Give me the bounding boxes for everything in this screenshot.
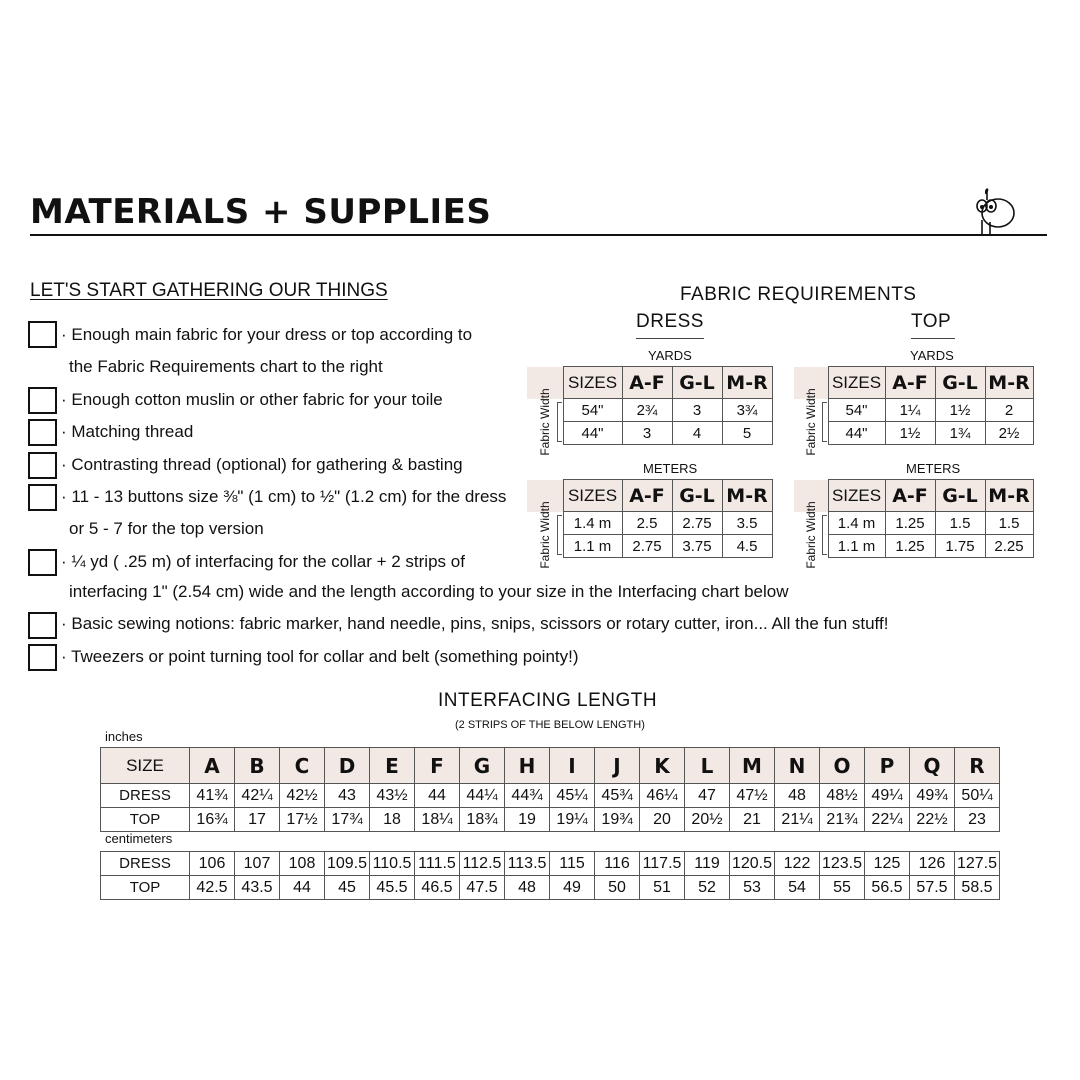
checkbox-contrasting-thread[interactable] (28, 452, 57, 479)
dress-meters-unit: METERS (643, 461, 698, 476)
table-cell: 1½ (885, 422, 935, 445)
table-cell: 20 (640, 808, 685, 832)
table-cell: 19 (505, 808, 550, 832)
top-heading: TOP (911, 311, 952, 332)
table-cell: 53 (730, 876, 775, 900)
table-cell: 21¾ (820, 808, 865, 832)
checklist-item-text: · Tweezers or point turning tool for collar and belt (something pointy!) (61, 647, 579, 666)
centimeters-unit-label: centimeters (105, 831, 173, 846)
checkbox-main-fabric[interactable] (28, 321, 57, 348)
header-cell: M-R (985, 480, 1033, 512)
table-cell: 57.5 (910, 876, 955, 900)
table-cell: 2.75 (672, 512, 722, 535)
table-cell: 44¼ (460, 784, 505, 808)
interfacing-inches-table (100, 747, 1000, 832)
size-header-cell: K (640, 748, 685, 784)
header-cell: SIZE (101, 748, 190, 784)
header-cell: SIZES (828, 480, 885, 512)
table-cell: 123.5 (820, 852, 865, 876)
top-meters-table (794, 479, 1034, 569)
table-cell: 22¼ (865, 808, 910, 832)
table-cell: 22½ (910, 808, 955, 832)
checkbox-muslin[interactable] (28, 387, 57, 414)
table-cell: 23 (955, 808, 1000, 832)
header-cell: SIZES (828, 367, 885, 399)
table-cell: 1.25 (885, 535, 935, 558)
table-cell: 127.5 (955, 852, 1000, 876)
dress-heading-rule (636, 338, 704, 339)
table-cell: 19¼ (550, 808, 595, 832)
table-cell: 1.75 (935, 535, 985, 558)
table-cell: 126 (910, 852, 955, 876)
header-cell: A-F (622, 367, 672, 399)
size-header-cell: R (955, 748, 1000, 784)
table-cell: 18 (370, 808, 415, 832)
table-cell: 109.5 (325, 852, 370, 876)
table-row (101, 876, 1000, 900)
table-cell: 1.5 (935, 512, 985, 535)
size-header-cell: G (460, 748, 505, 784)
size-header-cell: N (775, 748, 820, 784)
table-cell: 1.1 m (563, 535, 622, 558)
table-row (794, 399, 1033, 422)
table-cell: 17 (235, 808, 280, 832)
table-cell: 20½ (685, 808, 730, 832)
table-cell: 4 (672, 422, 722, 445)
table-cell: 54" (828, 399, 885, 422)
mascot-logo-icon (968, 186, 1020, 236)
table-cell: 2½ (985, 422, 1033, 445)
table-cell: 115 (550, 852, 595, 876)
table-cell: 2¾ (622, 399, 672, 422)
table-cell: 3 (672, 399, 722, 422)
checklist-item-text: interfacing 1" (2.54 cm) wide and the length according to your size in the Interfacing chart below (69, 582, 789, 601)
table-cell: 56.5 (865, 876, 910, 900)
table-cell: 117.5 (640, 852, 685, 876)
table-cell: 46.5 (415, 876, 460, 900)
table-cell: 43 (325, 784, 370, 808)
table-row (527, 512, 772, 535)
table-cell: 122 (775, 852, 820, 876)
checklist-item-text: · Basic sewing notions: fabric marker, hand needle, pins, snips, scissors or rotary cutter, iron... All the fun stuff! (61, 614, 889, 633)
checklist-item-text: · ¼ yd ( .25 m) of interfacing for the collar + 2 strips of (61, 552, 465, 571)
checkbox-interfacing[interactable] (28, 549, 57, 576)
table-cell: 42½ (280, 784, 325, 808)
checkbox-buttons[interactable] (28, 484, 57, 511)
table-cell: 3.75 (672, 535, 722, 558)
table-cell: 45¼ (550, 784, 595, 808)
checkbox-point-turner[interactable] (28, 644, 57, 671)
header-cell: A-F (622, 480, 672, 512)
table-cell: 19¾ (595, 808, 640, 832)
table-cell: 55 (820, 876, 865, 900)
table-cell: 3¾ (722, 399, 772, 422)
fabric-requirements-title: FABRIC REQUIREMENTS (680, 284, 917, 305)
table-cell: 48 (775, 784, 820, 808)
row-label: DRESS (101, 784, 190, 808)
size-header-cell: I (550, 748, 595, 784)
table-cell: 2.5 (622, 512, 672, 535)
table-header-row (527, 367, 772, 399)
checklist-item-text: · Contrasting thread (optional) for gathering & basting (61, 455, 463, 474)
size-header-cell: M (730, 748, 775, 784)
table-cell: 51 (640, 876, 685, 900)
table-header-row (527, 480, 772, 512)
checkbox-matching-thread[interactable] (28, 419, 57, 446)
table-cell: 1.4 m (828, 512, 885, 535)
checklist-heading: LET'S START GATHERING OUR THINGS (30, 280, 388, 301)
table-cell: 1.25 (885, 512, 935, 535)
table-row (527, 399, 772, 422)
table-cell: 45¾ (595, 784, 640, 808)
title-divider (30, 234, 1047, 236)
table-cell: 1.5 (985, 512, 1033, 535)
table-cell: 5 (722, 422, 772, 445)
checklist-item-text: · Enough cotton muslin or other fabric for your toile (61, 390, 443, 409)
table-cell: 44 (415, 784, 460, 808)
table-cell: 54 (775, 876, 820, 900)
table-cell: 45.5 (370, 876, 415, 900)
table-row (794, 422, 1033, 445)
interfacing-centimeters-table (100, 851, 1000, 900)
interfacing-subtitle: (2 STRIPS OF THE BELOW LENGTH) (455, 719, 645, 731)
interfacing-title: INTERFACING LENGTH (438, 690, 658, 711)
size-header-cell: B (235, 748, 280, 784)
table-row (794, 535, 1033, 558)
header-cell: M-R (985, 367, 1033, 399)
table-cell: 43½ (370, 784, 415, 808)
table-cell: 49 (550, 876, 595, 900)
table-cell: 21 (730, 808, 775, 832)
table-cell: 52 (685, 876, 730, 900)
dress-yards-table (527, 366, 773, 456)
table-cell: 44" (828, 422, 885, 445)
fabric-width-label: Fabric Width (794, 399, 828, 445)
size-header-cell: A (190, 748, 235, 784)
table-cell: 4.5 (722, 535, 772, 558)
dress-yards-unit: YARDS (648, 348, 692, 363)
size-header-cell: D (325, 748, 370, 784)
checklist-item-text: · 11 - 13 buttons size ⅜" (1 cm) to ½" (1.2 cm) for the dress (61, 487, 507, 506)
header-cell: G-L (672, 480, 722, 512)
table-cell: 1.4 m (563, 512, 622, 535)
table-cell: 1½ (935, 399, 985, 422)
size-header-cell: E (370, 748, 415, 784)
header-cell: SIZES (563, 367, 622, 399)
top-yards-unit: YARDS (910, 348, 954, 363)
size-header-cell: C (280, 748, 325, 784)
table-cell: 54" (563, 399, 622, 422)
table-cell: 50¼ (955, 784, 1000, 808)
size-header-cell: Q (910, 748, 955, 784)
page-title: MATERIALS + SUPPLIES (30, 192, 492, 232)
top-yards-table (794, 366, 1034, 456)
header-cell: A-F (885, 480, 935, 512)
size-header-cell: F (415, 748, 460, 784)
table-cell: 44" (563, 422, 622, 445)
table-header-row (101, 748, 1000, 784)
checklist-item-text: · Enough main fabric for your dress or top according to (61, 325, 473, 344)
table-row (101, 808, 1000, 832)
table-cell: 18¼ (415, 808, 460, 832)
dress-meters-table (527, 479, 773, 569)
header-cell: A-F (885, 367, 935, 399)
header-cell: M-R (722, 480, 772, 512)
size-header-cell: J (595, 748, 640, 784)
table-header-row (794, 367, 1033, 399)
checkbox-sewing-notions[interactable] (28, 612, 57, 639)
checklist-item-text: · Matching thread (61, 422, 194, 441)
table-cell: 3.5 (722, 512, 772, 535)
table-cell: 1¾ (935, 422, 985, 445)
table-cell: 112.5 (460, 852, 505, 876)
table-row (101, 852, 1000, 876)
table-cell: 16¾ (190, 808, 235, 832)
header-cell: SIZES (563, 480, 622, 512)
fabric-width-label: Fabric Width (527, 512, 563, 558)
table-cell: 2.25 (985, 535, 1033, 558)
table-cell: 44 (280, 876, 325, 900)
table-cell: 47 (685, 784, 730, 808)
table-cell: 42¼ (235, 784, 280, 808)
table-header-row (794, 480, 1033, 512)
table-cell: 113.5 (505, 852, 550, 876)
table-cell: 111.5 (415, 852, 460, 876)
table-cell: 2.75 (622, 535, 672, 558)
table-cell: 48½ (820, 784, 865, 808)
checklist-item-text: or 5 - 7 for the top version (69, 519, 264, 538)
table-cell: 119 (685, 852, 730, 876)
table-cell: 21¼ (775, 808, 820, 832)
table-row (101, 784, 1000, 808)
size-header-cell: P (865, 748, 910, 784)
header-cell: G-L (672, 367, 722, 399)
table-cell: 1.1 m (828, 535, 885, 558)
inches-unit-label: inches (105, 729, 143, 744)
top-meters-unit: METERS (906, 461, 961, 476)
table-cell: 46¼ (640, 784, 685, 808)
table-cell: 42.5 (190, 876, 235, 900)
table-cell: 18¾ (460, 808, 505, 832)
table-cell: 58.5 (955, 876, 1000, 900)
table-cell: 47½ (730, 784, 775, 808)
table-cell: 107 (235, 852, 280, 876)
table-cell: 125 (865, 852, 910, 876)
row-label: TOP (101, 876, 190, 900)
table-cell: 44¾ (505, 784, 550, 808)
header-cell: G-L (935, 480, 985, 512)
table-row (527, 535, 772, 558)
table-cell: 3 (622, 422, 672, 445)
table-cell: 17¾ (325, 808, 370, 832)
table-cell: 43.5 (235, 876, 280, 900)
table-cell: 49¾ (910, 784, 955, 808)
table-cell: 47.5 (460, 876, 505, 900)
table-cell: 110.5 (370, 852, 415, 876)
table-cell: 1¼ (885, 399, 935, 422)
header-cell: M-R (722, 367, 772, 399)
row-label: DRESS (101, 852, 190, 876)
table-cell: 2 (985, 399, 1033, 422)
checklist-item-text: the Fabric Requirements chart to the right (69, 357, 383, 376)
table-cell: 49¼ (865, 784, 910, 808)
table-cell: 48 (505, 876, 550, 900)
top-heading-rule (911, 338, 955, 339)
table-row (527, 422, 772, 445)
table-cell: 106 (190, 852, 235, 876)
row-label: TOP (101, 808, 190, 832)
table-cell: 45 (325, 876, 370, 900)
table-cell: 41¾ (190, 784, 235, 808)
size-header-cell: H (505, 748, 550, 784)
dress-heading: DRESS (636, 311, 704, 332)
size-header-cell: O (820, 748, 865, 784)
table-cell: 116 (595, 852, 640, 876)
size-header-cell: L (685, 748, 730, 784)
table-cell: 108 (280, 852, 325, 876)
table-row (794, 512, 1033, 535)
header-cell: G-L (935, 367, 985, 399)
fabric-width-label: Fabric Width (794, 512, 828, 558)
table-cell: 120.5 (730, 852, 775, 876)
fabric-width-label: Fabric Width (527, 399, 563, 445)
table-cell: 17½ (280, 808, 325, 832)
table-cell: 50 (595, 876, 640, 900)
